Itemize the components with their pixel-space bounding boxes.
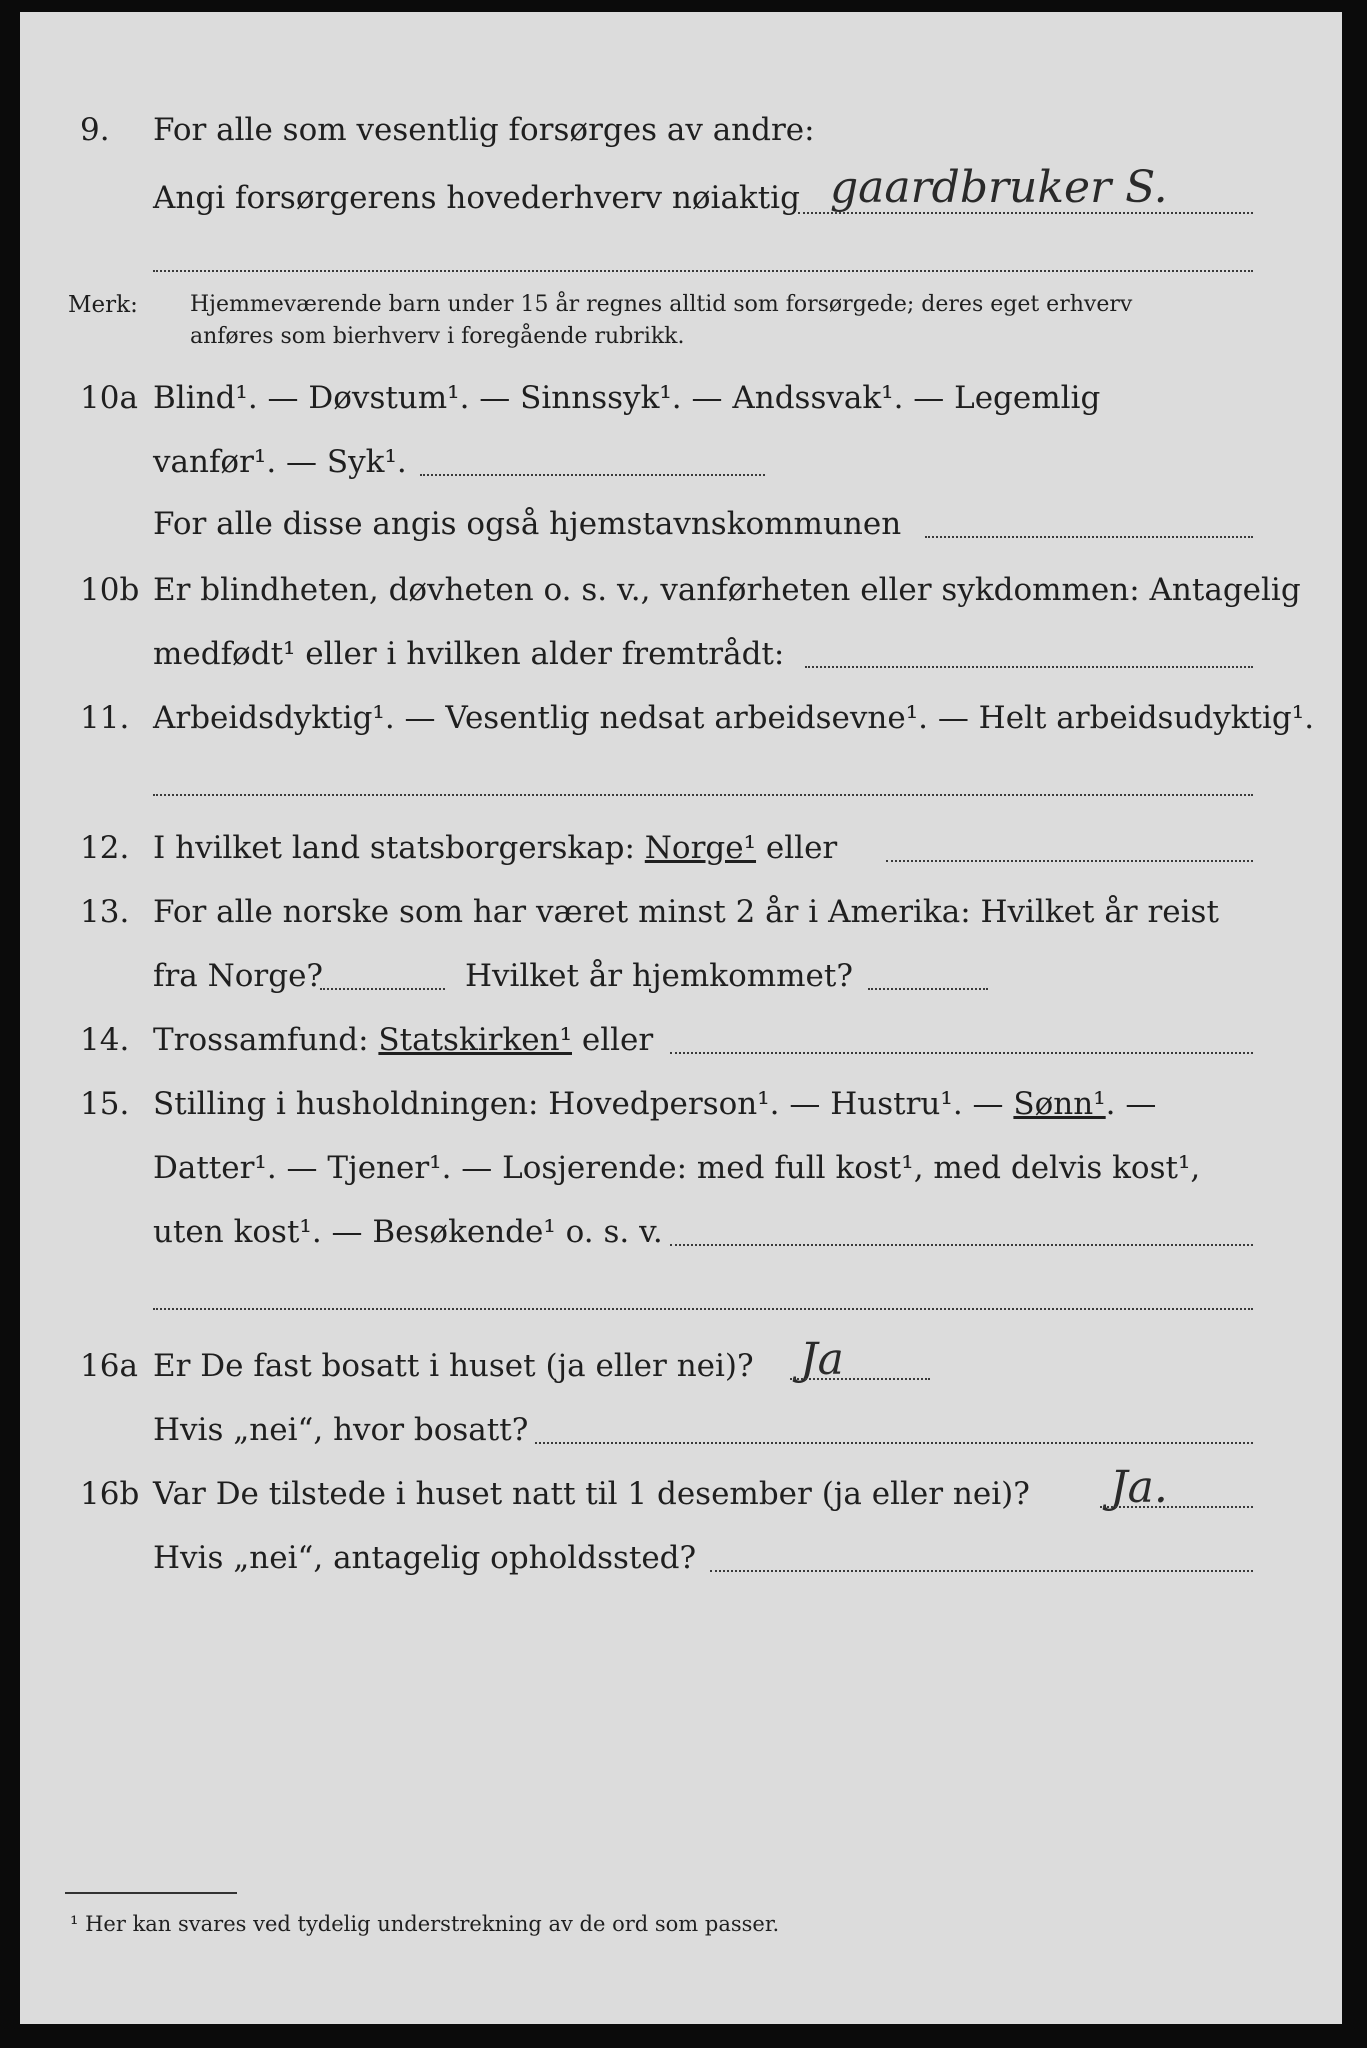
q15-line1a: Stilling i husholdningen: Hovedperson¹. — Hustru¹. — [153, 1086, 1004, 1122]
q15-answer-line [670, 1244, 1253, 1246]
q16a-line1: Er De fast bosatt i huset (ja eller nei)? [153, 1348, 754, 1384]
footnote-rule [65, 1892, 237, 1894]
footnote-text: Her kan svares ved tydelig understrekning av de ord som passer. [85, 1912, 780, 1936]
q16a-answer-line [790, 1378, 930, 1380]
q9-extra-line [153, 270, 1253, 272]
q16b-answer-line [1100, 1506, 1253, 1508]
q13-number: 13. [80, 894, 130, 930]
q9-number: 9. [80, 112, 110, 148]
q15-line3: uten kost¹. — Besøkende¹ o. s. v. [153, 1214, 663, 1250]
q12-prefix: I hvilket land statsborgerskap: [153, 830, 635, 866]
q14-suffix: eller [581, 1022, 654, 1058]
q10b-line1: Er blindheten, døvheten o. s. v., vanførheten eller sykdommen: Antagelig [153, 572, 1301, 608]
footnote-mark: ¹ [70, 1912, 79, 1936]
q15-line1c: . — [1105, 1086, 1157, 1122]
q10b-number: 10b [80, 572, 140, 608]
q9-line2: Angi forsørgerens hovederhverv nøiaktig [153, 180, 800, 216]
q16b-line2: Hvis „nei“, antagelig opholdssted? [153, 1540, 697, 1576]
census-form-page [20, 12, 1342, 2024]
q16a-number: 16a [80, 1348, 138, 1384]
q16b-number: 16b [80, 1476, 140, 1512]
q16a-bosatt-line [535, 1442, 1253, 1444]
q11-extra-line [153, 794, 1253, 796]
q16a-line2: Hvis „nei“, hvor bosatt? [153, 1412, 529, 1448]
q16a-handwritten-answer: Ja [800, 1334, 844, 1385]
q13-reist-line [320, 988, 445, 990]
q11-line1: Arbeidsdyktig¹. — Vesentlig nedsat arbeidsevne¹. — Helt arbeidsudyktig¹. [153, 700, 1315, 736]
merk-label: Merk: [68, 292, 138, 318]
q10a-line1: Blind¹. — Døvstum¹. — Sinnssyk¹. — Andssvak¹. — Legemlig [153, 380, 1101, 416]
q14-prefix: Trossamfund: [153, 1022, 369, 1058]
q12-answer-line [886, 860, 1253, 862]
q10a-answer-line [420, 474, 765, 476]
merk-line2: anføres som bierhverv i foregående rubrikk. [190, 324, 685, 349]
q10a-line2: vanfør¹. — Syk¹. [153, 444, 407, 480]
q13-line2b: Hvilket år hjemkommet? [465, 958, 853, 994]
q10a-kommune-line [925, 536, 1253, 538]
q15-number: 15. [80, 1086, 130, 1122]
footnote [70, 1912, 779, 1936]
q15-extra-line [153, 1308, 1253, 1310]
q15-sonn-underlined: Sønn¹ [1013, 1086, 1106, 1122]
q10b-line2: medfødt¹ eller i hvilken alder fremtrådt: [153, 636, 785, 672]
q14-answer-line [670, 1052, 1253, 1054]
q9-handwritten-answer: gaardbruker S. [830, 162, 1168, 213]
q16b-line1: Var De tilstede i huset natt til 1 desember (ja eller nei)? [153, 1476, 1030, 1512]
q16b-handwritten-answer: Ja. [1110, 1462, 1168, 1513]
q13-line1: For alle norske som har været minst 2 år i Amerika: Hvilket år reist [153, 894, 1219, 930]
q15-line2: Datter¹. — Tjener¹. — Losjerende: med full kost¹, med delvis kost¹, [153, 1150, 1201, 1186]
q14-line [153, 1022, 653, 1058]
q10a-number: 10a [80, 380, 138, 416]
q12-norge-underlined: Norge¹ [644, 830, 757, 866]
q12-line [153, 830, 837, 866]
q13-line2a: fra Norge? [153, 958, 324, 994]
q10b-answer-line [805, 666, 1253, 668]
q14-statskirken-underlined: Statskirken¹ [378, 1022, 572, 1058]
q16b-opholdssted-line [710, 1570, 1253, 1572]
q13-hjemkommet-line [868, 988, 988, 990]
q11-number: 11. [80, 700, 130, 736]
q9-line1: For alle som vesentlig forsørges av andre: [153, 112, 815, 148]
q12-number: 12. [80, 830, 130, 866]
merk-line1: Hjemmeværende barn under 15 år regnes alltid som forsørgede; deres eget erhverv [190, 292, 1133, 317]
q12-suffix: eller [765, 830, 838, 866]
q14-number: 14. [80, 1022, 130, 1058]
q15-line1 [153, 1086, 1156, 1122]
q10a-line3: For alle disse angis også hjemstavnskommunen [153, 506, 902, 542]
